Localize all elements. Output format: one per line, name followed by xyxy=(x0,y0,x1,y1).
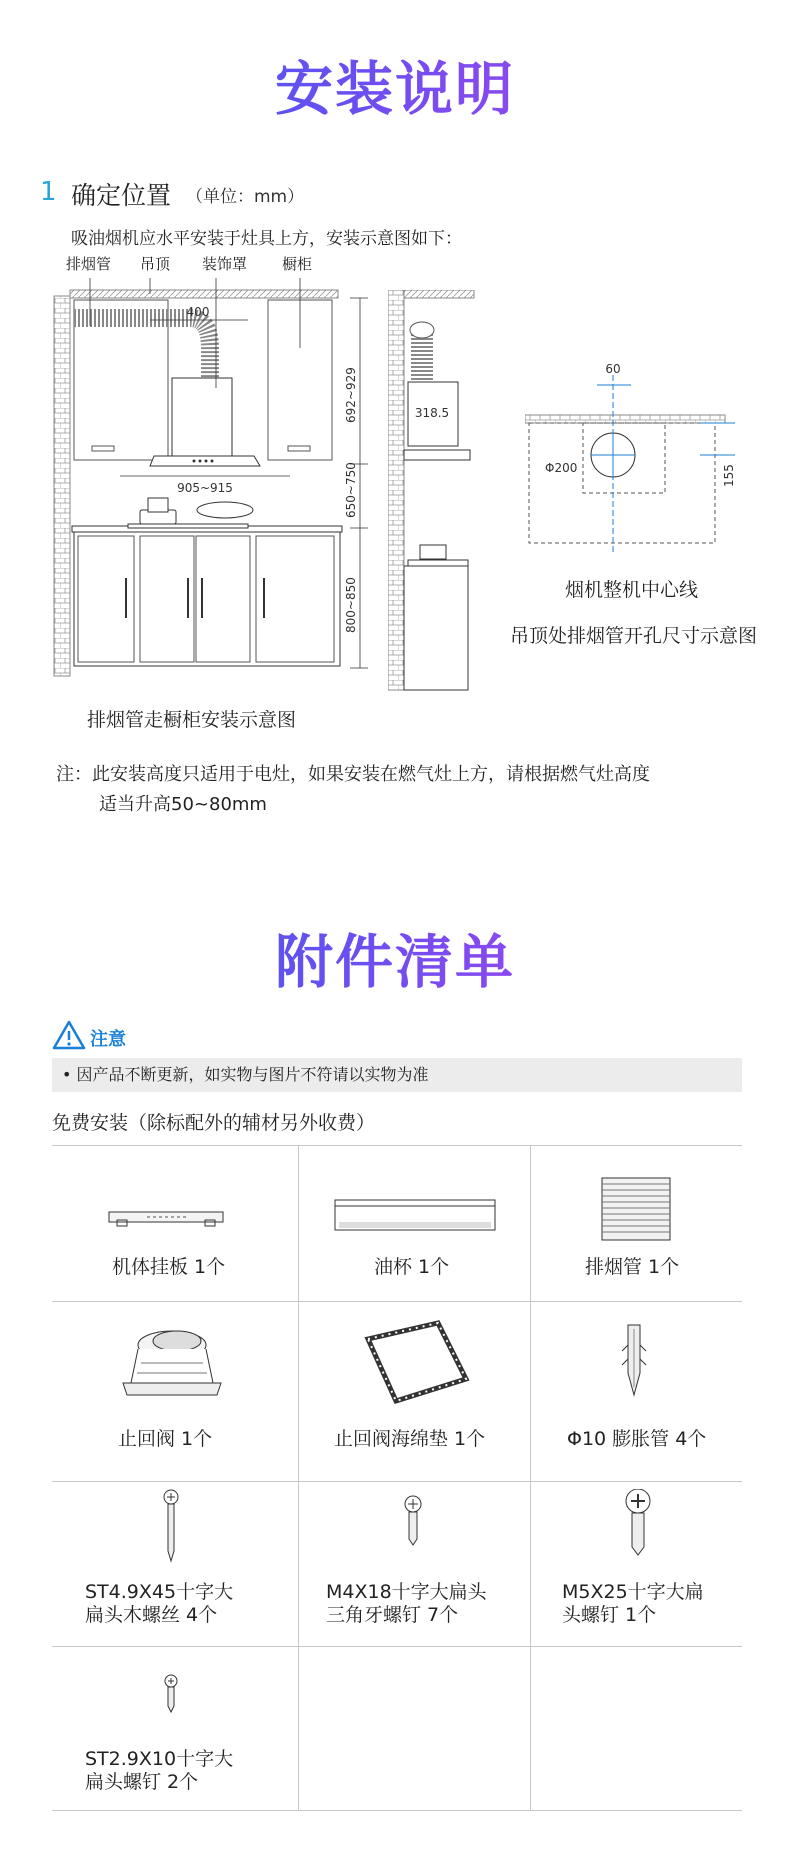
accessory-label: ST4.9X45十字大 xyxy=(85,1581,234,1603)
accessory-item xyxy=(52,1146,298,1301)
accessory-item xyxy=(52,1646,298,1810)
accessory-item xyxy=(52,1301,298,1481)
accessory-label: M5X25十字大扁 xyxy=(562,1581,704,1603)
dim-692-label: 692~929 xyxy=(344,367,358,423)
ceiling-opening-caption: 吊顶处排烟管开孔尺寸示意图 xyxy=(510,625,758,647)
accessory-item xyxy=(298,1481,530,1646)
install-intro: 吸油烟机应水平安装于灶具上方，安装示意图如下： xyxy=(71,229,462,249)
accessory-label: 三角牙螺钉 7个 xyxy=(326,1604,459,1626)
mounting-plate-icon xyxy=(107,1206,227,1230)
ceiling-opening-diagram xyxy=(525,355,745,555)
machine-screw-icon xyxy=(400,1495,426,1547)
unit-label: （单位：mm） xyxy=(186,187,305,207)
accessory-label: 止回阀海绵垫 1个 xyxy=(334,1428,486,1450)
cabinet-install-diagram xyxy=(50,278,380,693)
accessory-item xyxy=(298,1146,530,1301)
accessories-section-title: 附件清单 xyxy=(0,915,790,999)
sponge-gasket-icon xyxy=(358,1319,473,1409)
accessory-label: M4X18十字大扁头 xyxy=(326,1581,487,1603)
warning-icon xyxy=(52,1020,86,1050)
check-valve-icon xyxy=(117,1323,227,1401)
expansion-tube-icon xyxy=(618,1321,650,1399)
dim-200-label: Φ200 xyxy=(545,461,578,475)
accessory-label: Φ10 膨胀管 4个 xyxy=(567,1428,707,1450)
accessory-label: 扁头螺钉 2个 xyxy=(85,1771,199,1793)
label-exhaust-pipe: 排烟管 xyxy=(66,255,112,273)
accessory-label: 机体挂板 1个 xyxy=(112,1256,226,1278)
accessory-item xyxy=(530,1481,742,1646)
step-number: 1 xyxy=(40,177,57,207)
cabinet-install-caption: 排烟管走橱柜安装示意图 xyxy=(87,709,297,731)
large-screw-icon xyxy=(622,1489,654,1557)
dim-155-label: 155 xyxy=(722,464,736,487)
empty-cell xyxy=(530,1646,742,1810)
dim-318-label: 318.5 xyxy=(414,406,450,420)
accessory-label: 油杯 1个 xyxy=(374,1256,450,1278)
accessory-item xyxy=(530,1301,742,1481)
accessory-item xyxy=(298,1301,530,1481)
oil-cup-icon xyxy=(333,1198,498,1234)
label-cabinet: 橱柜 xyxy=(282,255,313,273)
accessory-item xyxy=(530,1146,742,1301)
accessory-item xyxy=(52,1481,298,1646)
small-screw-icon xyxy=(161,1674,181,1714)
install-section-title: 安装说明 xyxy=(0,42,790,126)
label-ceiling: 吊顶 xyxy=(140,255,171,273)
dim-400-label: 400 xyxy=(186,305,210,319)
accessory-label: 扁头木螺丝 4个 xyxy=(85,1604,218,1626)
accessory-label: 头螺钉 1个 xyxy=(562,1604,657,1626)
accessory-label: 排烟管 1个 xyxy=(585,1256,680,1278)
dim-905-label: 905~915 xyxy=(177,481,233,495)
install-note-line1: 注：此安装高度只适用于电灶，如果安装在燃气灶上方，请根据燃气灶高度 xyxy=(56,764,650,785)
wood-screw-icon xyxy=(160,1489,182,1563)
notice-text: • 因产品不断更新，如实物与图片不符请以实物为准 xyxy=(62,1065,429,1084)
accessories-subtitle: 免费安装（除标配外的辅材另外收费） xyxy=(52,1112,376,1134)
side-view-diagram xyxy=(388,290,483,700)
dim-650-label: 650~750 xyxy=(344,462,358,518)
dim-60-label: 60 xyxy=(605,362,621,376)
exhaust-pipe-icon xyxy=(600,1176,672,1242)
accessory-label: ST2.9X10十字大 xyxy=(85,1748,234,1770)
label-decorative-cover: 装饰罩 xyxy=(202,255,248,273)
dim-800-label: 800~850 xyxy=(344,577,358,633)
empty-cell xyxy=(298,1646,530,1810)
notice-title: 注意 xyxy=(90,1029,126,1050)
notice-bar xyxy=(52,1058,742,1092)
install-note-line2: 适当升高50~80mm xyxy=(99,794,267,815)
accessory-label: 止回阀 1个 xyxy=(118,1428,213,1450)
center-line-caption: 烟机整机中心线 xyxy=(565,579,699,601)
step-title: 确定位置 xyxy=(71,181,172,210)
accessories-grid xyxy=(52,1145,742,1811)
